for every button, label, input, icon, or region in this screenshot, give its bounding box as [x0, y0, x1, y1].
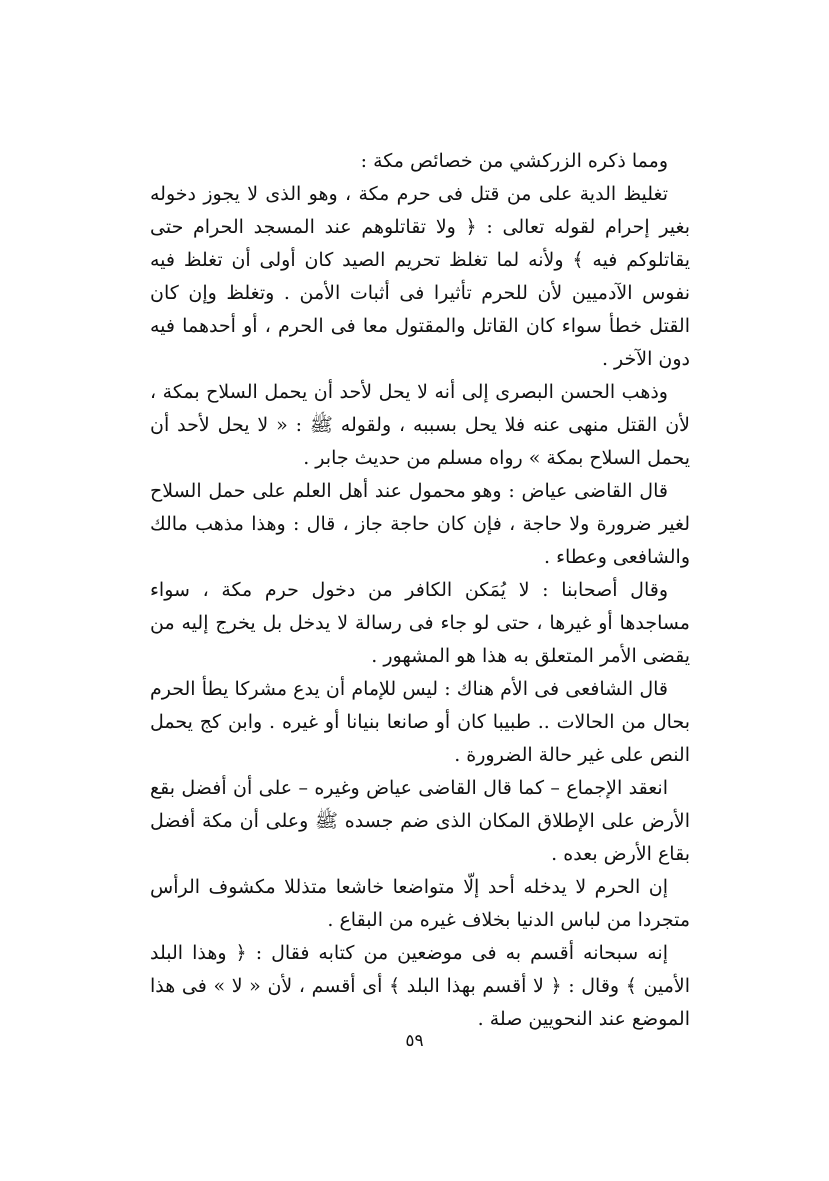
paragraph-hasan-basri: وذهب الحسن البصرى إلى أنه لا يحل لأحد أن يحمل السلاح بمكة ، لأن القتل منهى عنه فلا يحل بسببه ، ولقوله ﷺ : « لا يحل لأحد أن يحمل السلاح بمكة » رواه مسلم من حديث جابر . [150, 381, 690, 469]
paragraph-intro: ومما ذكره الزركشي من خصائص مكة : [360, 150, 668, 172]
paragraph-ashabuna: وقال أصحابنا : لا يُمَكن الكافر من دخول حرم مكة ، سواء مساجدها أو غيرها ، حتى لو جاء فى رسالة لا يدخل بل يخرج إليه من يقضى الأمر المتعلق به هذا هو المشهور . [150, 579, 690, 667]
paragraph-shafii: قال الشافعى فى الأم هناك : ليس للإمام أن يدع مشركا يطأ الحرم بحال من الحالات .. طبيبا كان أو صانعا بنيانا أو غيره . وابن كج يحمل النص على غير حالة الضرورة . [150, 678, 690, 766]
paragraph-oath: إنه سبحانه أقسم به فى موضعين من كتابه فقال : ﴿ وهذا البلد الأمين ﴾ وقال : ﴿ لا أقسم بهذا البلد ﴾ أى أقسم ، لأن « لا » فى هذا الموضع عند النحويين صلة . [150, 942, 690, 1030]
paragraph-qadi-iyad: قال القاضى عياض : وهو محمول عند أهل العلم على حمل السلاح لغير ضرورة ولا حاجة ، فإن كان حاجة جاز ، قال : وهذا مذهب مالك والشافعى وعطاء . [150, 480, 690, 568]
page-number: ٥٩ [405, 1031, 424, 1051]
paragraph-ijma: انعقد الإجماع – كما قال القاضى عياض وغيره – على أن أفضل بقع الأرض على الإطلاق المكان الذى ضم جسده ﷺ وعلى أن مكة أفضل بقاع الأرض بعده . [150, 777, 690, 865]
paragraph-haram-entry: إن الحرم لا يدخله أحد إلّا متواضعا خاشعا متذللا مكشوف الرأس متجردا من لباس الدنيا بخلاف غيره من البقاع . [150, 876, 690, 931]
body-text [150, 145, 690, 1036]
paragraph-diya: تغليظ الدية على من قتل فى حرم مكة ، وهو الذى لا يجوز دخوله بغير إحرام لقوله تعالى : ﴿ ولا تقاتلوهم عند المسجد الحرام حتى يقاتلوكم فيه ﴾ ولأنه لما تغلظ تحريم الصيد كان أولى أن تغلظ فيه نفوس الآدميين لأن للحرم تأثيرا فى أثبات الأمن . وتغلظ وإن كان القتل خطأ سواء كان القاتل والمقتول معا فى الحرم ، أو أحدهما فيه دون الآخر . [150, 183, 690, 370]
